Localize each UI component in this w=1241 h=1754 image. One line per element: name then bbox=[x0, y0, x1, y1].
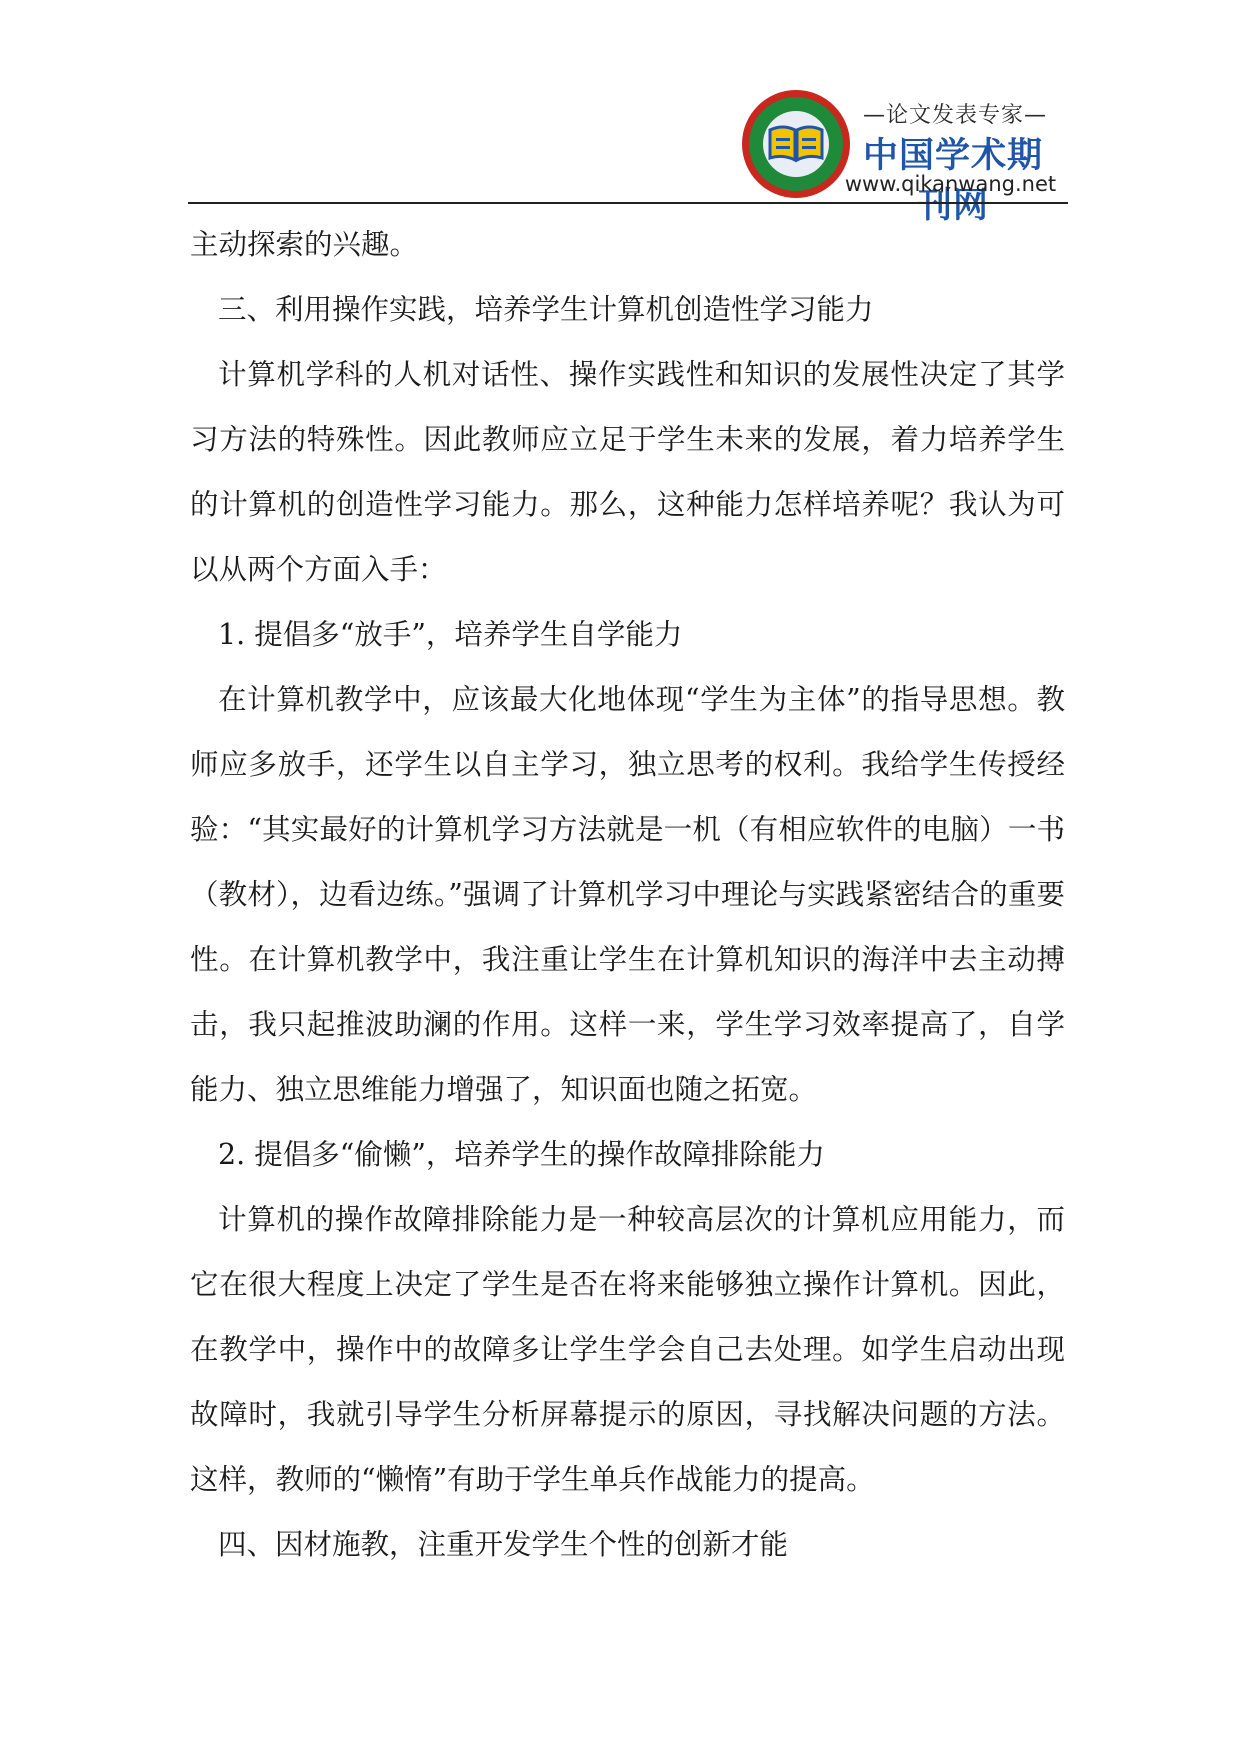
section-heading-4: 四、因材施教，注重开发学生个性的创新才能 bbox=[218, 1528, 789, 1561]
paragraph: 在计算机教学中，应该最大化地体现“学生为主体”的指导思想。教师应多放手，还学生以自主学习，独立思考的权利。我给学生传授经验：“其实最好的计算机学习方法就是一机（有相应软件的电脑）一书（教材），边看边练。”强调了计算机学习中理论与实践紧密结合的重要性。在计算机教学中，我注重让学生在计算机知识的海洋中去主动搏击，我只起推波助澜的作用。这样一来，学生学习效率提高了，自学能力、独立思维能力增强了，知识面也随之拓宽。 bbox=[190, 683, 1065, 1106]
logo-url: www.qikanwang.net bbox=[844, 172, 1057, 196]
header-divider bbox=[188, 202, 1068, 204]
subheading-2: 2. 提倡多“偷懒”，培养学生的操作故障排除能力 bbox=[218, 1138, 825, 1171]
paragraph: 计算机学科的人机对话性、操作实践性和知识的发展性决定了其学习方法的特殊性。因此教师应立足于学生未来的发展，着力培养学生的计算机的创造性学习能力。那么，这种能力怎样培养呢？我认为可以从两个方面入手： bbox=[190, 358, 1065, 586]
section-heading-3: 三、利用操作实践，培养学生计算机创造性学习能力 bbox=[218, 293, 874, 326]
subheading-1: 1. 提倡多“放手”，培养学生自学能力 bbox=[218, 618, 683, 651]
paragraph-continuation: 主动探索的兴趣。 bbox=[190, 228, 419, 261]
logo-site-name: 中国学术期刊网 bbox=[862, 136, 1043, 226]
page-header bbox=[0, 0, 1241, 226]
article-body bbox=[190, 212, 1065, 1577]
logo-slogan: —论文发表专家— bbox=[862, 103, 1047, 128]
qikanwang-logo-badge-icon bbox=[740, 88, 852, 200]
paragraph: 计算机的操作故障排除能力是一种较高层次的计算机应用能力，而它在很大程度上决定了学生是否在将来能够独立操作计算机。因此，在教学中，操作中的故障多让学生学会自己去处理。如学生启动出现故障时，我就引导学生分析屏幕提示的原因，寻找解决问题的方法。这样，教师的“懒惰”有助于学生单兵作战能力的提高。 bbox=[190, 1203, 1065, 1496]
